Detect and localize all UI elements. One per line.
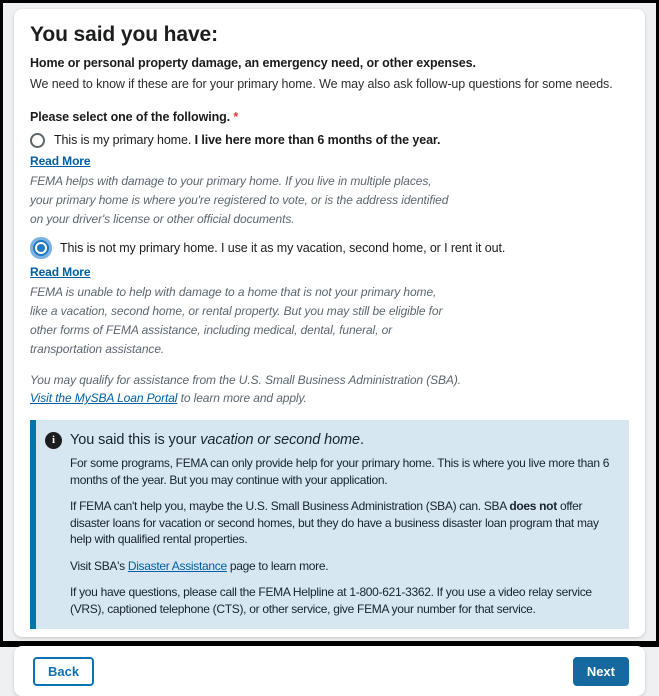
back-button[interactable]: Back	[33, 657, 94, 686]
info-icon: i	[45, 432, 62, 449]
sba-note-line1: You may qualify for assistance from the U.S. Small Business Administration (SBA).	[30, 373, 461, 387]
help-line: on your driver's license or other official documents.	[30, 212, 295, 226]
help-line: transportation assistance.	[30, 342, 165, 356]
radio-option-primary-home[interactable]	[30, 132, 629, 148]
info-title-emphasis: vacation or second home	[200, 432, 360, 448]
page	[3, 3, 656, 679]
radio-unselected-icon[interactable]	[30, 133, 45, 148]
info-alert-header	[45, 431, 611, 449]
info-da-post: page to learn more.	[226, 558, 329, 573]
help-line: other forms of FEMA assistance, including medical, dental, funeral, or	[30, 323, 393, 337]
intro-text: We need to know if these are for your primary home. We may also ask follow-up questions for some needs.	[30, 77, 613, 91]
question-text: Please select one of the following.	[30, 110, 231, 124]
radio-option-not-primary-home[interactable]	[30, 237, 629, 259]
sba-note-line2	[30, 389, 629, 407]
radio-option-primary-home-label	[54, 132, 440, 148]
info-alert-title	[70, 431, 364, 449]
form-card	[14, 9, 645, 637]
damage-summary-text: Home or personal property damage, an emergency need, or other expenses.	[30, 56, 476, 70]
info-paragraph-programs: For some programs, FEMA can only provide help for your primary home. This is where you live more than 6 months of the year. But you may continue with your application.	[70, 456, 610, 487]
help-text-not-primary-home	[30, 283, 629, 359]
question-label	[30, 109, 629, 125]
sba-note-line2-suffix: to learn more and apply.	[177, 391, 307, 405]
info-da-pre: Visit SBA's	[70, 558, 128, 573]
help-line: FEMA is unable to help with damage to a home that is not your primary home,	[30, 285, 437, 299]
mysba-loan-portal-link[interactable]: Visit the MySBA Loan Portal	[30, 391, 178, 405]
option-label-bold: I live here more than 6 months of the year.	[194, 133, 441, 147]
page-title: You said you have:	[30, 23, 219, 46]
info-paragraph-disaster-assistance	[70, 558, 611, 575]
help-line: your primary home is where you're registered to vote, or is the address identified	[30, 193, 449, 207]
read-more-link-primary-home[interactable]: Read More	[30, 154, 91, 168]
info-title-suffix: .	[359, 432, 364, 448]
info-alert-body	[70, 455, 611, 617]
read-more-link-not-primary-home[interactable]: Read More	[30, 265, 91, 279]
info-sba-post: offer disaster loans for vacation or second homes, but they do have a business disaster loan program that may help with qualified rental properties.	[70, 499, 599, 546]
option-label-regular: This is not my primary home. I use it as my vacation, second home, or I rent it out.	[60, 241, 506, 255]
info-paragraph-sba	[70, 498, 611, 548]
sba-qualify-note	[30, 371, 629, 407]
required-asterisk: *	[233, 110, 239, 124]
info-alert	[30, 420, 629, 629]
help-line: FEMA helps with damage to your primary home. If you live in multiple places,	[30, 174, 432, 188]
disaster-assistance-link[interactable]: Disaster Assistance	[127, 558, 227, 573]
help-line: like a vacation, second home, or rental property. But you may still be eligible for	[30, 304, 443, 318]
navigation-bar	[14, 646, 645, 696]
info-paragraph-helpline: If you have questions, please call the FEMA Helpline at 1-800-621-3362. If you use a video relay service (VRS), captioned telephone (CTS), or other service, give FEMA your number for that service.	[70, 585, 592, 616]
help-text-primary-home	[30, 172, 629, 229]
info-sba-bold: does not	[509, 499, 557, 513]
radio-option-not-primary-home-label	[60, 240, 505, 256]
radio-selected-icon[interactable]	[37, 244, 45, 252]
next-button[interactable]: Next	[573, 657, 629, 686]
info-title-prefix: You said this is your	[70, 432, 201, 448]
option-label-regular: This is my primary home.	[54, 133, 192, 147]
info-sba-pre: If FEMA can't help you, maybe the U.S. Small Business Administration (SBA) can. SBA	[70, 499, 510, 513]
